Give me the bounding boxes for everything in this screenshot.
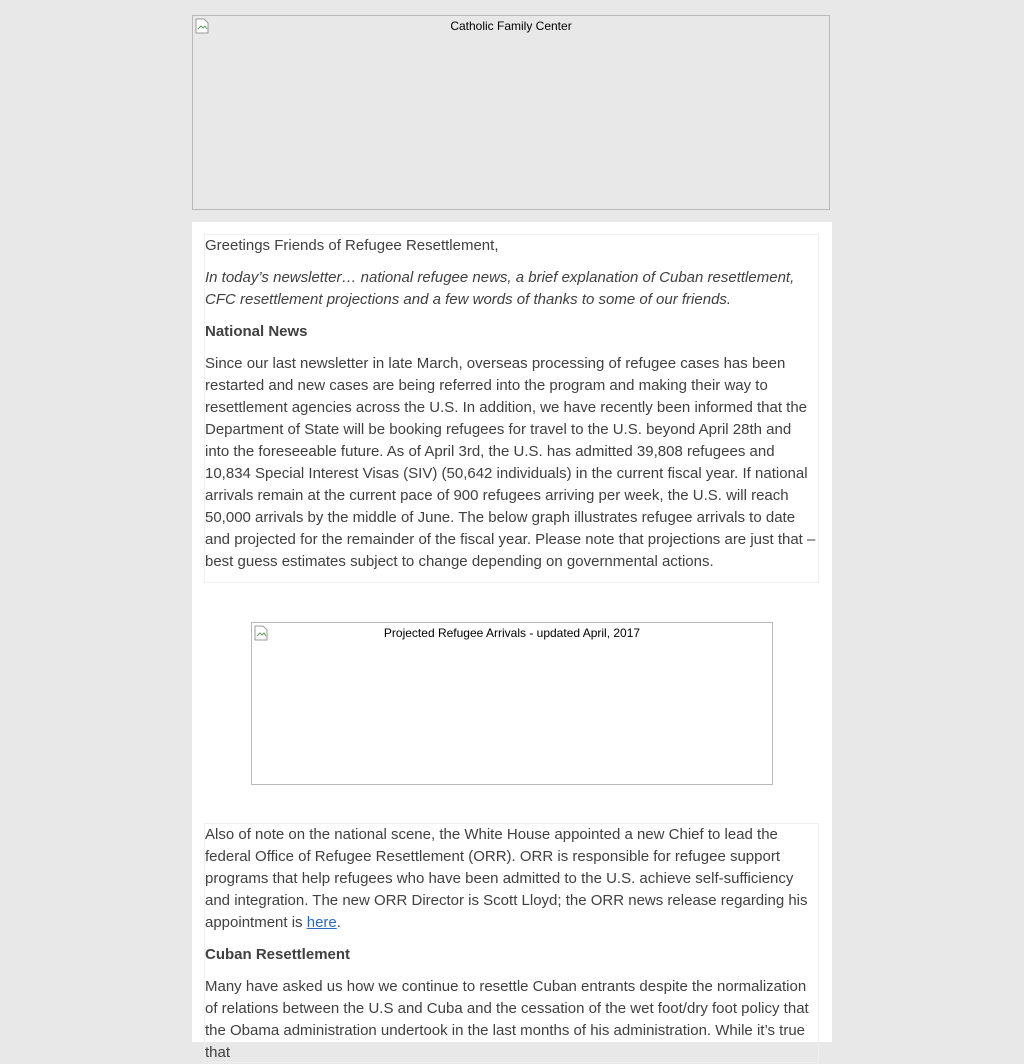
- orr-body: Also of note on the national scene, the White House appointed a new Chief to lead the federal Office of Refugee Resettlement (ORR). ORR is responsible for refugee support programs that help refugees who have been admitted to the U.S. achieve self-sufficiency and integration. The new ORR Director is Scott Lloyd; the ORR news release regarding his appointment is: [205, 826, 808, 931]
- header-logo-image: [192, 15, 830, 210]
- cuban-resettlement-body: Many have asked us how we continue to resettle Cuban entrants despite the normalization of relations between the U.S and Cuba and the cessation of the wet foot/dry foot policy that the Obama administration undertook in the last months of his administration. While it’s true that: [205, 978, 809, 1061]
- orr-end: .: [336, 914, 341, 931]
- intro-section: [204, 234, 819, 583]
- intro-summary: In today’s newsletter… national refugee news, a brief explanation of Cuban resettlement, CFC resettlement projections and a few words of thanks to some of our friends.: [205, 269, 795, 308]
- national-news-body: Since our last newsletter in late March, overseas processing of refugee cases has been restarted and new cases are being referred into the program and making their way to resettlement agencies across the U.S. In addition, we have recently been informed that the Department of State will be booking refugees for travel to the U.S. beyond April 28th and into the foreseeable future. As of April 3rd, the U.S. has admitted 39,808 refugees and 10,834 Special Interest Visas (SIV) (50,642 individuals) in the current fiscal year. If national arrivals remain at the current pace of 900 refugees arriving per week, the U.S. will reach 50,000 arrivals by the middle of June. The below graph illustrates refugee arrivals to date and projected for the remainder of the fiscal year. Please note that projections are just that – best guess estimates subject to change depending on governmental actions.: [205, 355, 816, 570]
- orr-and-cuban-section: [204, 823, 819, 1063]
- header-logo-alt-text: Catholic Family Center: [450, 19, 572, 33]
- national-news-heading: National News: [205, 323, 308, 340]
- chart-alt-text: Projected Refugee Arrivals - updated April, 2017: [383, 626, 641, 640]
- newsletter-body: [192, 222, 832, 1061]
- orr-news-release-link[interactable]: here: [306, 914, 337, 931]
- cuban-resettlement-heading: Cuban Resettlement: [205, 946, 351, 963]
- greeting: Greetings Friends of Refugee Resettlement,: [205, 237, 499, 254]
- projected-arrivals-chart-image: [251, 622, 773, 785]
- orr-paragraph: [205, 824, 818, 934]
